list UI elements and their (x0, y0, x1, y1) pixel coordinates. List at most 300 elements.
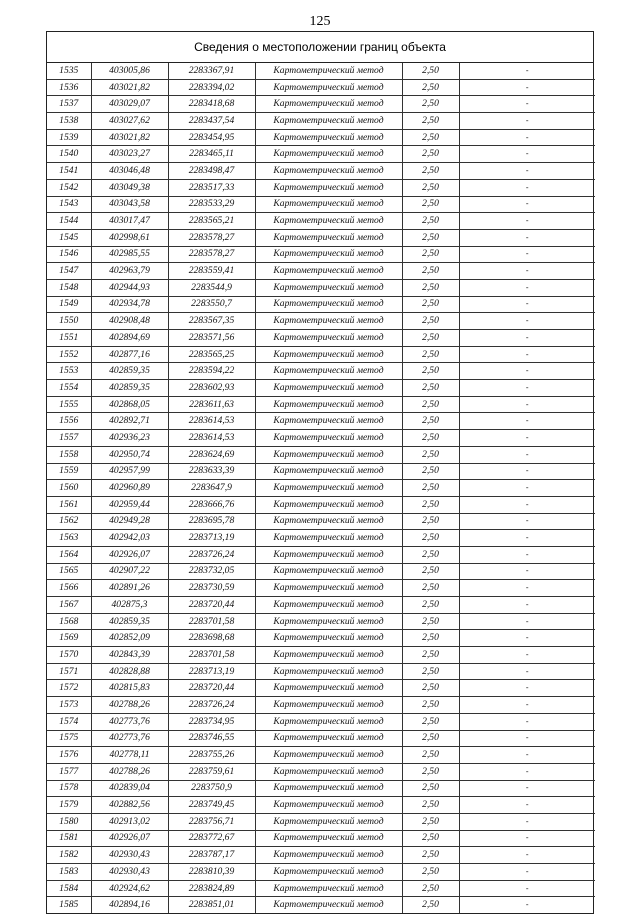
y-coordinate-cell: 2283578,27 (168, 246, 255, 263)
point-number-cell: 1538 (47, 113, 91, 130)
table-row (47, 246, 595, 263)
accuracy-cell: 2,50 (402, 730, 459, 747)
point-number-cell: 1555 (47, 396, 91, 413)
method-cell: Картометрический метод (255, 630, 402, 647)
description-cell: - (459, 346, 595, 363)
y-coordinate-cell: 2283824,89 (168, 880, 255, 897)
method-cell: Картометрический метод (255, 113, 402, 130)
x-coordinate-cell: 402908,48 (91, 313, 168, 330)
accuracy-cell: 2,50 (402, 179, 459, 196)
table-row (47, 213, 595, 230)
x-coordinate-cell: 402788,26 (91, 763, 168, 780)
table-row (47, 279, 595, 296)
table-row (47, 697, 595, 714)
accuracy-cell: 2,50 (402, 847, 459, 864)
accuracy-cell: 2,50 (402, 96, 459, 113)
accuracy-cell: 2,50 (402, 413, 459, 430)
accuracy-cell: 2,50 (402, 546, 459, 563)
description-cell: - (459, 496, 595, 513)
accuracy-cell: 2,50 (402, 330, 459, 347)
y-coordinate-cell: 2283720,44 (168, 680, 255, 697)
y-coordinate-cell: 2283498,47 (168, 163, 255, 180)
y-coordinate-cell: 2283367,91 (168, 63, 255, 79)
description-cell: - (459, 313, 595, 330)
table-row (47, 847, 595, 864)
y-coordinate-cell: 2283517,33 (168, 179, 255, 196)
point-number-cell: 1552 (47, 346, 91, 363)
accuracy-cell: 2,50 (402, 496, 459, 513)
x-coordinate-cell: 402773,76 (91, 713, 168, 730)
y-coordinate-cell: 2283571,56 (168, 330, 255, 347)
method-cell: Картометрический метод (255, 213, 402, 230)
description-cell: - (459, 463, 595, 480)
y-coordinate-cell: 2283756,71 (168, 813, 255, 830)
table-row (47, 63, 595, 79)
y-coordinate-cell: 2283594,22 (168, 363, 255, 380)
y-coordinate-cell: 2283647,9 (168, 480, 255, 497)
y-coordinate-cell: 2283633,39 (168, 463, 255, 480)
y-coordinate-cell: 2283394,02 (168, 79, 255, 96)
accuracy-cell: 2,50 (402, 296, 459, 313)
table-row (47, 513, 595, 530)
description-cell: - (459, 196, 595, 213)
description-cell: - (459, 513, 595, 530)
x-coordinate-cell: 402924,62 (91, 880, 168, 897)
accuracy-cell: 2,50 (402, 813, 459, 830)
method-cell: Картометрический метод (255, 313, 402, 330)
x-coordinate-cell: 402868,05 (91, 396, 168, 413)
x-coordinate-cell: 402913,02 (91, 813, 168, 830)
x-coordinate-cell: 402839,04 (91, 780, 168, 797)
accuracy-cell: 2,50 (402, 229, 459, 246)
point-number-cell: 1582 (47, 847, 91, 864)
point-number-cell: 1536 (47, 79, 91, 96)
point-number-cell: 1550 (47, 313, 91, 330)
x-coordinate-cell: 402892,71 (91, 413, 168, 430)
point-number-cell: 1565 (47, 563, 91, 580)
page-number: 125 (309, 14, 331, 29)
point-number-cell: 1535 (47, 63, 91, 79)
method-cell: Картометрический метод (255, 396, 402, 413)
table-row (47, 613, 595, 630)
description-cell: - (459, 613, 595, 630)
method-cell: Картометрический метод (255, 413, 402, 430)
table-row (47, 413, 595, 430)
description-cell: - (459, 63, 595, 79)
point-number-cell: 1573 (47, 697, 91, 714)
accuracy-cell: 2,50 (402, 897, 459, 913)
method-cell: Картометрический метод (255, 430, 402, 447)
table-row (47, 446, 595, 463)
x-coordinate-cell: 402926,07 (91, 830, 168, 847)
y-coordinate-cell: 2283726,24 (168, 697, 255, 714)
method-cell: Картометрический метод (255, 597, 402, 614)
method-cell: Картометрический метод (255, 513, 402, 530)
point-number-cell: 1548 (47, 279, 91, 296)
boundary-table-frame (46, 31, 594, 914)
description-cell: - (459, 163, 595, 180)
point-number-cell: 1553 (47, 363, 91, 380)
method-cell: Картометрический метод (255, 613, 402, 630)
y-coordinate-cell: 2283810,39 (168, 864, 255, 881)
description-cell: - (459, 563, 595, 580)
accuracy-cell: 2,50 (402, 430, 459, 447)
x-coordinate-cell: 403029,07 (91, 96, 168, 113)
y-coordinate-cell: 2283567,35 (168, 313, 255, 330)
table-row (47, 229, 595, 246)
x-coordinate-cell: 402936,23 (91, 430, 168, 447)
accuracy-cell: 2,50 (402, 697, 459, 714)
table-row (47, 163, 595, 180)
x-coordinate-cell: 402934,78 (91, 296, 168, 313)
accuracy-cell: 2,50 (402, 747, 459, 764)
x-coordinate-cell: 402877,16 (91, 346, 168, 363)
point-number-cell: 1545 (47, 229, 91, 246)
x-coordinate-cell: 402959,44 (91, 496, 168, 513)
x-coordinate-cell: 402985,55 (91, 246, 168, 263)
method-cell: Картометрический метод (255, 680, 402, 697)
description-cell: - (459, 413, 595, 430)
x-coordinate-cell: 403046,48 (91, 163, 168, 180)
description-cell: - (459, 780, 595, 797)
description-cell: - (459, 763, 595, 780)
method-cell: Картометрический метод (255, 380, 402, 397)
description-cell: - (459, 730, 595, 747)
table-row (47, 663, 595, 680)
x-coordinate-cell: 402957,99 (91, 463, 168, 480)
accuracy-cell: 2,50 (402, 196, 459, 213)
accuracy-cell: 2,50 (402, 463, 459, 480)
y-coordinate-cell: 2283578,27 (168, 229, 255, 246)
method-cell: Картометрический метод (255, 780, 402, 797)
description-cell: - (459, 747, 595, 764)
table-row (47, 263, 595, 280)
table-row (47, 380, 595, 397)
table-row (47, 780, 595, 797)
point-number-cell: 1579 (47, 797, 91, 814)
point-number-cell: 1568 (47, 613, 91, 630)
description-cell: - (459, 430, 595, 447)
description-cell: - (459, 363, 595, 380)
point-number-cell: 1569 (47, 630, 91, 647)
y-coordinate-cell: 2283713,19 (168, 530, 255, 547)
x-coordinate-cell: 402815,83 (91, 680, 168, 697)
description-cell: - (459, 597, 595, 614)
method-cell: Картометрический метод (255, 179, 402, 196)
description-cell: - (459, 296, 595, 313)
y-coordinate-cell: 2283720,44 (168, 597, 255, 614)
description-cell: - (459, 530, 595, 547)
accuracy-cell: 2,50 (402, 763, 459, 780)
accuracy-cell: 2,50 (402, 680, 459, 697)
point-number-cell: 1566 (47, 580, 91, 597)
method-cell: Картометрический метод (255, 79, 402, 96)
table-row (47, 730, 595, 747)
x-coordinate-cell: 403021,82 (91, 129, 168, 146)
point-number-cell: 1583 (47, 864, 91, 881)
accuracy-cell: 2,50 (402, 663, 459, 680)
description-cell: - (459, 813, 595, 830)
accuracy-cell: 2,50 (402, 613, 459, 630)
point-number-cell: 1585 (47, 897, 91, 913)
x-coordinate-cell: 402852,09 (91, 630, 168, 647)
table-row (47, 763, 595, 780)
accuracy-cell: 2,50 (402, 396, 459, 413)
method-cell: Картометрический метод (255, 763, 402, 780)
description-cell: - (459, 396, 595, 413)
accuracy-cell: 2,50 (402, 313, 459, 330)
accuracy-cell: 2,50 (402, 630, 459, 647)
description-cell: - (459, 213, 595, 230)
table-row (47, 530, 595, 547)
point-number-cell: 1577 (47, 763, 91, 780)
method-cell: Картометрический метод (255, 363, 402, 380)
table-row (47, 747, 595, 764)
accuracy-cell: 2,50 (402, 530, 459, 547)
table-row (47, 563, 595, 580)
point-number-cell: 1572 (47, 680, 91, 697)
y-coordinate-cell: 2283698,68 (168, 630, 255, 647)
table-row (47, 830, 595, 847)
table-row (47, 146, 595, 163)
y-coordinate-cell: 2283550,7 (168, 296, 255, 313)
table-row (47, 96, 595, 113)
point-number-cell: 1576 (47, 747, 91, 764)
y-coordinate-cell: 2283772,67 (168, 830, 255, 847)
description-cell: - (459, 229, 595, 246)
table-row (47, 680, 595, 697)
accuracy-cell: 2,50 (402, 480, 459, 497)
point-number-cell: 1541 (47, 163, 91, 180)
accuracy-cell: 2,50 (402, 780, 459, 797)
x-coordinate-cell: 402960,89 (91, 480, 168, 497)
y-coordinate-cell: 2283787,17 (168, 847, 255, 864)
method-cell: Картометрический метод (255, 129, 402, 146)
table-body (47, 63, 595, 913)
table-row (47, 196, 595, 213)
table-row (47, 597, 595, 614)
description-cell: - (459, 246, 595, 263)
y-coordinate-cell: 2283713,19 (168, 663, 255, 680)
point-number-cell: 1580 (47, 813, 91, 830)
accuracy-cell: 2,50 (402, 63, 459, 79)
description-cell: - (459, 146, 595, 163)
method-cell: Картометрический метод (255, 480, 402, 497)
method-cell: Картометрический метод (255, 546, 402, 563)
table-row (47, 713, 595, 730)
accuracy-cell: 2,50 (402, 797, 459, 814)
x-coordinate-cell: 402930,43 (91, 864, 168, 881)
y-coordinate-cell: 2283602,93 (168, 380, 255, 397)
method-cell: Картометрический метод (255, 897, 402, 913)
x-coordinate-cell: 402998,61 (91, 229, 168, 246)
y-coordinate-cell: 2283734,95 (168, 713, 255, 730)
description-cell: - (459, 446, 595, 463)
y-coordinate-cell: 2283701,58 (168, 647, 255, 664)
y-coordinate-cell: 2283755,26 (168, 747, 255, 764)
point-number-cell: 1558 (47, 446, 91, 463)
table-row (47, 580, 595, 597)
method-cell: Картометрический метод (255, 196, 402, 213)
accuracy-cell: 2,50 (402, 79, 459, 96)
point-number-cell: 1574 (47, 713, 91, 730)
table-row (47, 313, 595, 330)
accuracy-cell: 2,50 (402, 246, 459, 263)
point-number-cell: 1562 (47, 513, 91, 530)
method-cell: Картометрический метод (255, 530, 402, 547)
accuracy-cell: 2,50 (402, 563, 459, 580)
x-coordinate-cell: 403021,82 (91, 79, 168, 96)
y-coordinate-cell: 2283746,55 (168, 730, 255, 747)
x-coordinate-cell: 402926,07 (91, 546, 168, 563)
point-number-cell: 1543 (47, 196, 91, 213)
point-number-cell: 1559 (47, 463, 91, 480)
y-coordinate-cell: 2283726,24 (168, 546, 255, 563)
point-number-cell: 1584 (47, 880, 91, 897)
x-coordinate-cell: 403043,58 (91, 196, 168, 213)
point-number-cell: 1554 (47, 380, 91, 397)
method-cell: Картометрический метод (255, 96, 402, 113)
accuracy-cell: 2,50 (402, 163, 459, 180)
x-coordinate-cell: 402859,35 (91, 613, 168, 630)
y-coordinate-cell: 2283611,63 (168, 396, 255, 413)
point-number-cell: 1560 (47, 480, 91, 497)
table-row (47, 480, 595, 497)
accuracy-cell: 2,50 (402, 830, 459, 847)
description-cell: - (459, 330, 595, 347)
description-cell: - (459, 663, 595, 680)
x-coordinate-cell: 403005,86 (91, 63, 168, 79)
x-coordinate-cell: 402907,22 (91, 563, 168, 580)
description-cell: - (459, 847, 595, 864)
method-cell: Картометрический метод (255, 697, 402, 714)
x-coordinate-cell: 402773,76 (91, 730, 168, 747)
x-coordinate-cell: 402778,11 (91, 747, 168, 764)
accuracy-cell: 2,50 (402, 864, 459, 881)
accuracy-cell: 2,50 (402, 713, 459, 730)
y-coordinate-cell: 2283565,21 (168, 213, 255, 230)
accuracy-cell: 2,50 (402, 580, 459, 597)
description-cell: - (459, 79, 595, 96)
accuracy-cell: 2,50 (402, 446, 459, 463)
table-row (47, 813, 595, 830)
accuracy-cell: 2,50 (402, 346, 459, 363)
description-cell: - (459, 697, 595, 714)
boundary-coordinates-table (47, 63, 595, 913)
y-coordinate-cell: 2283533,29 (168, 196, 255, 213)
point-number-cell: 1547 (47, 263, 91, 280)
x-coordinate-cell: 402828,88 (91, 663, 168, 680)
method-cell: Картометрический метод (255, 747, 402, 764)
method-cell: Картометрический метод (255, 864, 402, 881)
y-coordinate-cell: 2283666,76 (168, 496, 255, 513)
point-number-cell: 1549 (47, 296, 91, 313)
description-cell: - (459, 96, 595, 113)
method-cell: Картометрический метод (255, 446, 402, 463)
method-cell: Картометрический метод (255, 847, 402, 864)
y-coordinate-cell: 2283614,53 (168, 413, 255, 430)
accuracy-cell: 2,50 (402, 513, 459, 530)
method-cell: Картометрический метод (255, 647, 402, 664)
method-cell: Картометрический метод (255, 163, 402, 180)
method-cell: Картометрический метод (255, 496, 402, 513)
x-coordinate-cell: 402894,16 (91, 897, 168, 913)
x-coordinate-cell: 402950,74 (91, 446, 168, 463)
y-coordinate-cell: 2283730,59 (168, 580, 255, 597)
point-number-cell: 1575 (47, 730, 91, 747)
table-row (47, 880, 595, 897)
point-number-cell: 1563 (47, 530, 91, 547)
x-coordinate-cell: 402859,35 (91, 363, 168, 380)
point-number-cell: 1542 (47, 179, 91, 196)
accuracy-cell: 2,50 (402, 129, 459, 146)
point-number-cell: 1537 (47, 96, 91, 113)
description-cell: - (459, 797, 595, 814)
point-number-cell: 1581 (47, 830, 91, 847)
table-row (47, 296, 595, 313)
table-row (47, 864, 595, 881)
y-coordinate-cell: 2283614,53 (168, 430, 255, 447)
x-coordinate-cell: 403023,27 (91, 146, 168, 163)
accuracy-cell: 2,50 (402, 263, 459, 280)
method-cell: Картометрический метод (255, 580, 402, 597)
table-row (47, 113, 595, 130)
y-coordinate-cell: 2283701,58 (168, 613, 255, 630)
y-coordinate-cell: 2283695,78 (168, 513, 255, 530)
x-coordinate-cell: 403049,38 (91, 179, 168, 196)
y-coordinate-cell: 2283418,68 (168, 96, 255, 113)
description-cell: - (459, 897, 595, 913)
method-cell: Картометрический метод (255, 813, 402, 830)
accuracy-cell: 2,50 (402, 597, 459, 614)
y-coordinate-cell: 2283437,54 (168, 113, 255, 130)
y-coordinate-cell: 2283851,01 (168, 897, 255, 913)
table-row (47, 346, 595, 363)
description-cell: - (459, 880, 595, 897)
x-coordinate-cell: 402949,28 (91, 513, 168, 530)
description-cell: - (459, 480, 595, 497)
y-coordinate-cell: 2283544,9 (168, 279, 255, 296)
table-row (47, 129, 595, 146)
point-number-cell: 1544 (47, 213, 91, 230)
description-cell: - (459, 546, 595, 563)
accuracy-cell: 2,50 (402, 880, 459, 897)
y-coordinate-cell: 2283750,9 (168, 780, 255, 797)
table-title: Сведения о местоположении границ объекта (47, 32, 593, 63)
accuracy-cell: 2,50 (402, 647, 459, 664)
x-coordinate-cell: 402942,03 (91, 530, 168, 547)
x-coordinate-cell: 402859,35 (91, 380, 168, 397)
x-coordinate-cell: 403027,62 (91, 113, 168, 130)
method-cell: Картометрический метод (255, 730, 402, 747)
description-cell: - (459, 680, 595, 697)
y-coordinate-cell: 2283559,41 (168, 263, 255, 280)
table-row (47, 546, 595, 563)
y-coordinate-cell: 2283454,95 (168, 129, 255, 146)
method-cell: Картометрический метод (255, 880, 402, 897)
x-coordinate-cell: 402788,26 (91, 697, 168, 714)
table-row (47, 797, 595, 814)
accuracy-cell: 2,50 (402, 113, 459, 130)
y-coordinate-cell: 2283465,11 (168, 146, 255, 163)
table-row (47, 496, 595, 513)
y-coordinate-cell: 2283565,25 (168, 346, 255, 363)
y-coordinate-cell: 2283732,05 (168, 563, 255, 580)
x-coordinate-cell: 402944,93 (91, 279, 168, 296)
description-cell: - (459, 279, 595, 296)
y-coordinate-cell: 2283759,61 (168, 763, 255, 780)
point-number-cell: 1556 (47, 413, 91, 430)
